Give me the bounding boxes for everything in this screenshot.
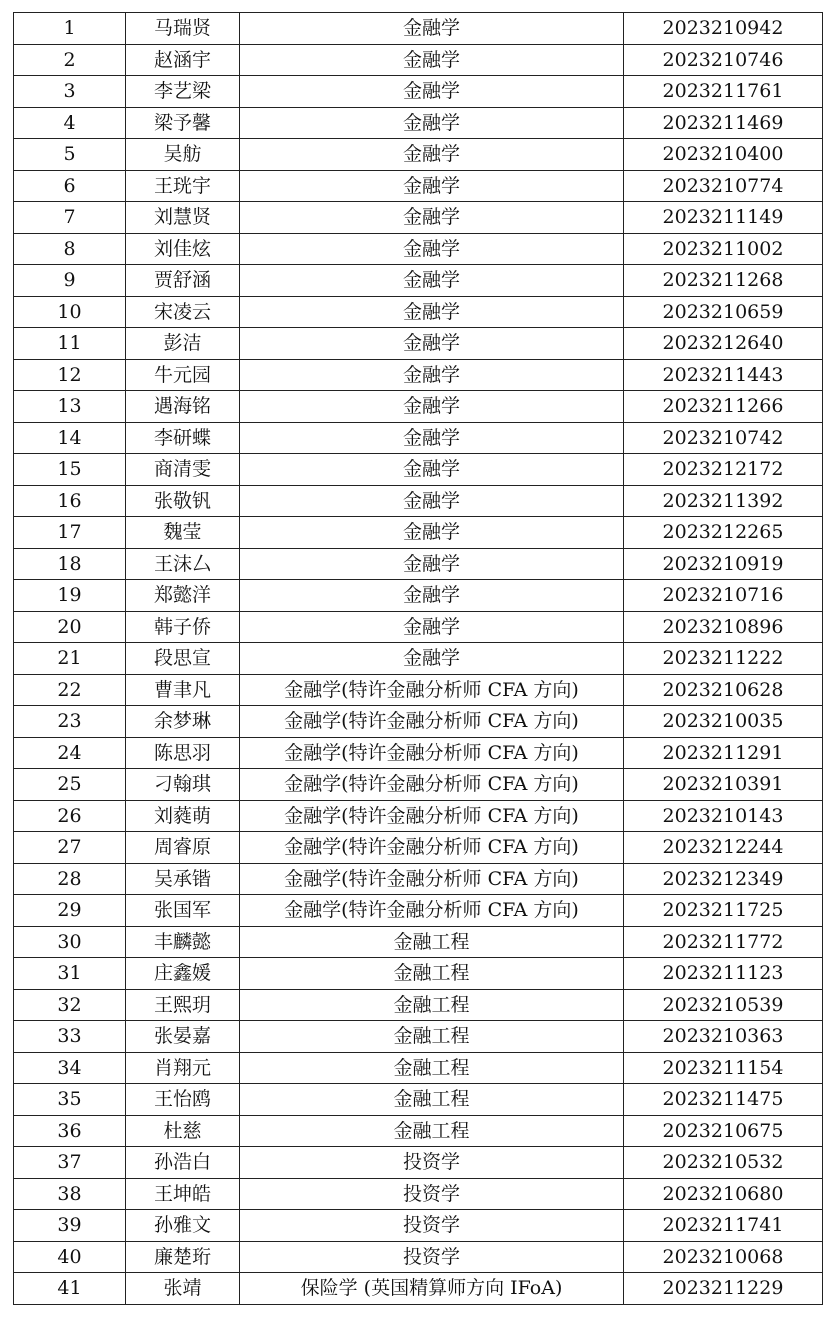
table-row	[14, 989, 823, 1021]
student-id-cell: 2023211229	[624, 1273, 823, 1305]
row-number-cell: 6	[14, 170, 126, 202]
table-row	[14, 800, 823, 832]
table-row	[14, 76, 823, 108]
row-number-cell: 41	[14, 1273, 126, 1305]
student-name-cell: 李艺梁	[126, 76, 240, 108]
document-sheet	[13, 12, 822, 1305]
student-id-cell: 2023211741	[624, 1210, 823, 1242]
student-id-cell: 2023210391	[624, 769, 823, 801]
table-row	[14, 359, 823, 391]
student-id-cell: 2023212172	[624, 454, 823, 486]
row-number-cell: 32	[14, 989, 126, 1021]
major-cell: 金融学	[240, 359, 624, 391]
major-cell: 金融学(特许金融分析师 CFA 方向)	[240, 800, 624, 832]
student-id-cell: 2023210742	[624, 422, 823, 454]
student-name-cell: 张敬钒	[126, 485, 240, 517]
student-name-cell: 牛元园	[126, 359, 240, 391]
major-cell: 保险学 (英国精算师方向 IFoA)	[240, 1273, 624, 1305]
student-name-cell: 张靖	[126, 1273, 240, 1305]
student-id-cell: 2023210400	[624, 139, 823, 171]
student-id-cell: 2023212265	[624, 517, 823, 549]
table-row	[14, 391, 823, 423]
student-id-cell: 2023210143	[624, 800, 823, 832]
student-id-cell: 2023211761	[624, 76, 823, 108]
student-name-cell: 商清雯	[126, 454, 240, 486]
student-name-cell: 孙雅文	[126, 1210, 240, 1242]
student-name-cell: 梁予馨	[126, 107, 240, 139]
row-number-cell: 24	[14, 737, 126, 769]
student-name-cell: 刘蕤萌	[126, 800, 240, 832]
row-number-cell: 7	[14, 202, 126, 234]
student-id-cell: 2023210896	[624, 611, 823, 643]
row-number-cell: 39	[14, 1210, 126, 1242]
table-row	[14, 328, 823, 360]
major-cell: 金融工程	[240, 1084, 624, 1116]
student-name-cell: 曹聿凡	[126, 674, 240, 706]
major-cell: 金融工程	[240, 989, 624, 1021]
student-name-cell: 马瑞贤	[126, 13, 240, 45]
student-id-cell: 2023211443	[624, 359, 823, 391]
row-number-cell: 18	[14, 548, 126, 580]
major-cell: 金融学	[240, 517, 624, 549]
student-id-cell: 2023210035	[624, 706, 823, 738]
major-cell: 金融学	[240, 296, 624, 328]
row-number-cell: 27	[14, 832, 126, 864]
row-number-cell: 19	[14, 580, 126, 612]
table-row	[14, 926, 823, 958]
table-row	[14, 170, 823, 202]
table-row	[14, 485, 823, 517]
table-row	[14, 643, 823, 675]
row-number-cell: 30	[14, 926, 126, 958]
table-row	[14, 139, 823, 171]
major-cell: 金融学	[240, 643, 624, 675]
student-name-cell: 宋凌云	[126, 296, 240, 328]
row-number-cell: 33	[14, 1021, 126, 1053]
student-name-cell: 王怡鸥	[126, 1084, 240, 1116]
table-row	[14, 1115, 823, 1147]
major-cell: 金融学	[240, 580, 624, 612]
student-name-cell: 余梦琳	[126, 706, 240, 738]
major-cell: 投资学	[240, 1210, 624, 1242]
student-name-cell: 庄鑫媛	[126, 958, 240, 990]
student-id-cell: 2023210716	[624, 580, 823, 612]
major-cell: 金融工程	[240, 1021, 624, 1053]
table-row	[14, 107, 823, 139]
major-cell: 金融学	[240, 328, 624, 360]
row-number-cell: 16	[14, 485, 126, 517]
table-row	[14, 1021, 823, 1053]
table-row	[14, 1241, 823, 1273]
student-id-cell: 2023210539	[624, 989, 823, 1021]
table-row	[14, 296, 823, 328]
major-cell: 金融学	[240, 202, 624, 234]
row-number-cell: 35	[14, 1084, 126, 1116]
student-name-cell: 孙浩白	[126, 1147, 240, 1179]
student-name-cell: 陈思羽	[126, 737, 240, 769]
student-name-cell: 张国军	[126, 895, 240, 927]
student-name-cell: 丰麟懿	[126, 926, 240, 958]
table-row	[14, 202, 823, 234]
student-id-cell: 2023212349	[624, 863, 823, 895]
student-id-cell: 2023211268	[624, 265, 823, 297]
row-number-cell: 3	[14, 76, 126, 108]
student-id-cell: 2023211123	[624, 958, 823, 990]
table-row	[14, 422, 823, 454]
student-roster-table	[13, 12, 823, 1305]
student-name-cell: 遇海铭	[126, 391, 240, 423]
student-id-cell: 2023211002	[624, 233, 823, 265]
table-row	[14, 1273, 823, 1305]
major-cell: 金融学	[240, 265, 624, 297]
student-name-cell: 赵涵宇	[126, 44, 240, 76]
major-cell: 金融学(特许金融分析师 CFA 方向)	[240, 863, 624, 895]
table-row	[14, 548, 823, 580]
row-number-cell: 1	[14, 13, 126, 45]
table-row	[14, 769, 823, 801]
row-number-cell: 20	[14, 611, 126, 643]
student-name-cell: 张晏嘉	[126, 1021, 240, 1053]
row-number-cell: 14	[14, 422, 126, 454]
student-id-cell: 2023211475	[624, 1084, 823, 1116]
student-name-cell: 韩子侨	[126, 611, 240, 643]
major-cell: 金融工程	[240, 1115, 624, 1147]
student-name-cell: 杜慈	[126, 1115, 240, 1147]
row-number-cell: 17	[14, 517, 126, 549]
table-row	[14, 1052, 823, 1084]
row-number-cell: 40	[14, 1241, 126, 1273]
major-cell: 金融学(特许金融分析师 CFA 方向)	[240, 674, 624, 706]
student-id-cell: 2023210068	[624, 1241, 823, 1273]
student-name-cell: 王沫厶	[126, 548, 240, 580]
major-cell: 金融学	[240, 13, 624, 45]
student-name-cell: 魏莹	[126, 517, 240, 549]
row-number-cell: 21	[14, 643, 126, 675]
student-id-cell: 2023210363	[624, 1021, 823, 1053]
table-row	[14, 13, 823, 45]
student-name-cell: 段思宣	[126, 643, 240, 675]
major-cell: 金融工程	[240, 926, 624, 958]
row-number-cell: 23	[14, 706, 126, 738]
major-cell: 金融学(特许金融分析师 CFA 方向)	[240, 706, 624, 738]
major-cell: 金融学	[240, 485, 624, 517]
row-number-cell: 36	[14, 1115, 126, 1147]
major-cell: 投资学	[240, 1178, 624, 1210]
row-number-cell: 15	[14, 454, 126, 486]
major-cell: 金融学(特许金融分析师 CFA 方向)	[240, 832, 624, 864]
row-number-cell: 11	[14, 328, 126, 360]
student-id-cell: 2023210746	[624, 44, 823, 76]
student-name-cell: 刁翰琪	[126, 769, 240, 801]
major-cell: 金融学	[240, 391, 624, 423]
table-row	[14, 674, 823, 706]
student-name-cell: 王珖宇	[126, 170, 240, 202]
table-row	[14, 1147, 823, 1179]
row-number-cell: 13	[14, 391, 126, 423]
major-cell: 投资学	[240, 1147, 624, 1179]
table-row	[14, 863, 823, 895]
row-number-cell: 38	[14, 1178, 126, 1210]
row-number-cell: 12	[14, 359, 126, 391]
student-name-cell: 周睿原	[126, 832, 240, 864]
student-id-cell: 2023211392	[624, 485, 823, 517]
row-number-cell: 29	[14, 895, 126, 927]
student-name-cell: 刘佳炫	[126, 233, 240, 265]
student-id-cell: 2023210532	[624, 1147, 823, 1179]
major-cell: 金融学	[240, 44, 624, 76]
row-number-cell: 37	[14, 1147, 126, 1179]
row-number-cell: 10	[14, 296, 126, 328]
student-name-cell: 王坤皓	[126, 1178, 240, 1210]
table-row	[14, 1178, 823, 1210]
student-name-cell: 彭洁	[126, 328, 240, 360]
student-id-cell: 2023211469	[624, 107, 823, 139]
student-name-cell: 刘慧贤	[126, 202, 240, 234]
major-cell: 金融学	[240, 422, 624, 454]
table-row	[14, 517, 823, 549]
row-number-cell: 22	[14, 674, 126, 706]
table-row	[14, 44, 823, 76]
major-cell: 金融学	[240, 548, 624, 580]
student-id-cell: 2023210942	[624, 13, 823, 45]
student-id-cell: 2023211222	[624, 643, 823, 675]
student-id-cell: 2023211266	[624, 391, 823, 423]
student-name-cell: 王熙玥	[126, 989, 240, 1021]
table-row	[14, 895, 823, 927]
row-number-cell: 9	[14, 265, 126, 297]
student-id-cell: 2023212640	[624, 328, 823, 360]
student-name-cell: 郑懿洋	[126, 580, 240, 612]
major-cell: 金融学	[240, 76, 624, 108]
table-row	[14, 611, 823, 643]
major-cell: 投资学	[240, 1241, 624, 1273]
major-cell: 金融学	[240, 454, 624, 486]
table-row	[14, 580, 823, 612]
major-cell: 金融工程	[240, 1052, 624, 1084]
student-id-cell: 2023212244	[624, 832, 823, 864]
row-number-cell: 26	[14, 800, 126, 832]
student-id-cell: 2023211725	[624, 895, 823, 927]
major-cell: 金融学	[240, 233, 624, 265]
major-cell: 金融学(特许金融分析师 CFA 方向)	[240, 895, 624, 927]
table-row	[14, 832, 823, 864]
table-row	[14, 958, 823, 990]
student-name-cell: 吴舫	[126, 139, 240, 171]
table-row	[14, 454, 823, 486]
student-id-cell: 2023210774	[624, 170, 823, 202]
major-cell: 金融工程	[240, 958, 624, 990]
table-row	[14, 233, 823, 265]
row-number-cell: 34	[14, 1052, 126, 1084]
table-row	[14, 265, 823, 297]
student-id-cell: 2023210919	[624, 548, 823, 580]
row-number-cell: 25	[14, 769, 126, 801]
major-cell: 金融学(特许金融分析师 CFA 方向)	[240, 737, 624, 769]
student-name-cell: 廉楚珩	[126, 1241, 240, 1273]
student-name-cell: 肖翔元	[126, 1052, 240, 1084]
student-id-cell: 2023210659	[624, 296, 823, 328]
student-id-cell: 2023211154	[624, 1052, 823, 1084]
student-id-cell: 2023211291	[624, 737, 823, 769]
row-number-cell: 28	[14, 863, 126, 895]
student-name-cell: 贾舒涵	[126, 265, 240, 297]
student-id-cell: 2023210675	[624, 1115, 823, 1147]
major-cell: 金融学	[240, 139, 624, 171]
row-number-cell: 5	[14, 139, 126, 171]
major-cell: 金融学	[240, 170, 624, 202]
student-id-cell: 2023211772	[624, 926, 823, 958]
roster-body	[14, 13, 823, 1305]
major-cell: 金融学(特许金融分析师 CFA 方向)	[240, 769, 624, 801]
table-row	[14, 706, 823, 738]
major-cell: 金融学	[240, 107, 624, 139]
table-row	[14, 1210, 823, 1242]
student-name-cell: 吴承锴	[126, 863, 240, 895]
student-id-cell: 2023211149	[624, 202, 823, 234]
row-number-cell: 4	[14, 107, 126, 139]
student-name-cell: 李研蝶	[126, 422, 240, 454]
table-row	[14, 737, 823, 769]
student-id-cell: 2023210628	[624, 674, 823, 706]
major-cell: 金融学	[240, 611, 624, 643]
student-id-cell: 2023210680	[624, 1178, 823, 1210]
row-number-cell: 31	[14, 958, 126, 990]
table-row	[14, 1084, 823, 1116]
row-number-cell: 8	[14, 233, 126, 265]
row-number-cell: 2	[14, 44, 126, 76]
